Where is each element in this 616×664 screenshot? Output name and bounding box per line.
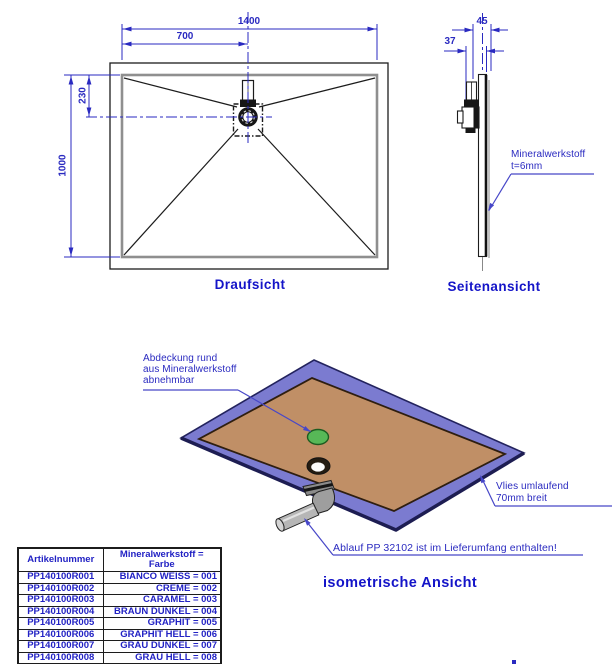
table-header-row: [18, 548, 221, 572]
header-mineralwerkstoff-farbe: [103, 548, 221, 572]
dim-230: 230: [77, 87, 89, 104]
dim-1000: 1000: [57, 154, 69, 177]
farbe-cell: GRAU HELL = 008: [103, 652, 221, 664]
table-row: [18, 595, 221, 607]
iso-view-title: isometrische Ansicht: [322, 575, 478, 591]
drain-note: Ablauf PP 32102 ist im Lieferumfang enthalten!: [333, 542, 557, 554]
material-note: [511, 149, 585, 172]
farbe-cell: GRAU DUNKEL = 007: [103, 641, 221, 653]
header-col2-line2: Farbe: [148, 559, 175, 570]
dim-1400: 1400: [237, 16, 261, 27]
table-row: [18, 583, 221, 595]
farbe-cell: BRAUN DUNKEL = 004: [103, 606, 221, 618]
drain-pipe-iso: [274, 481, 334, 533]
table-row: [18, 652, 221, 664]
side-view-linework: [444, 13, 594, 271]
fleece-note: [496, 481, 569, 504]
artikelnummer-cell: PP140100R008: [18, 652, 103, 664]
material-note-line1: Mineralwerkstoff: [511, 149, 586, 160]
table-row: [18, 641, 221, 653]
drain-fitting-sideview: [458, 82, 480, 133]
artikelnummer-cell: PP140100R006: [18, 629, 103, 641]
artikelnummer-cell: PP140100R004: [18, 606, 103, 618]
dim-37: 37: [444, 36, 456, 47]
drain-hole-iso: [307, 458, 330, 475]
color-table-body: [18, 572, 221, 664]
cover-note-line1: Abdeckung rund: [143, 353, 218, 364]
table-row: [18, 618, 221, 630]
table-row: [18, 629, 221, 641]
header-artikelnummer: Artikelnummer: [18, 548, 103, 572]
fleece-note-line1: Vlies umlaufend: [496, 481, 569, 492]
artikelnummer-cell: PP140100R002: [18, 583, 103, 595]
farbe-cell: CREME = 002: [103, 583, 221, 595]
farbe-cell: BIANCO WEISS = 001: [103, 572, 221, 584]
iso-view-artwork: [143, 360, 612, 555]
artikelnummer-cell: PP140100R005: [18, 618, 103, 630]
dim-700: 700: [176, 31, 194, 42]
table-row: [18, 606, 221, 618]
side-view-title: Seitenansicht: [447, 279, 541, 294]
cover-note-line2: aus Mineralwerkstoff: [143, 364, 237, 375]
material-note-line2: t=6mm: [511, 160, 543, 172]
top-view-title: Draufsicht: [214, 277, 286, 292]
farbe-cell: GRAPHIT HELL = 006: [103, 629, 221, 641]
farbe-cell: CARAMEL = 003: [103, 595, 221, 607]
artikelnummer-cell: PP140100R003: [18, 595, 103, 607]
artikelnummer-cell: PP140100R007: [18, 641, 103, 653]
farbe-cell: GRAPHIT = 005: [103, 618, 221, 630]
artikelnummer-cell: PP140100R001: [18, 572, 103, 584]
article-color-table: [17, 547, 222, 664]
fleece-note-line2: 70mm breit: [496, 492, 548, 504]
table-row: [18, 572, 221, 584]
dim-45: 45: [476, 16, 488, 27]
cover-note-line3: abnehmbar: [143, 375, 195, 386]
cover-note: [143, 353, 237, 386]
header-col2-line1: Mineralwerkstoff =: [119, 548, 204, 560]
top-view-linework: [64, 12, 388, 269]
